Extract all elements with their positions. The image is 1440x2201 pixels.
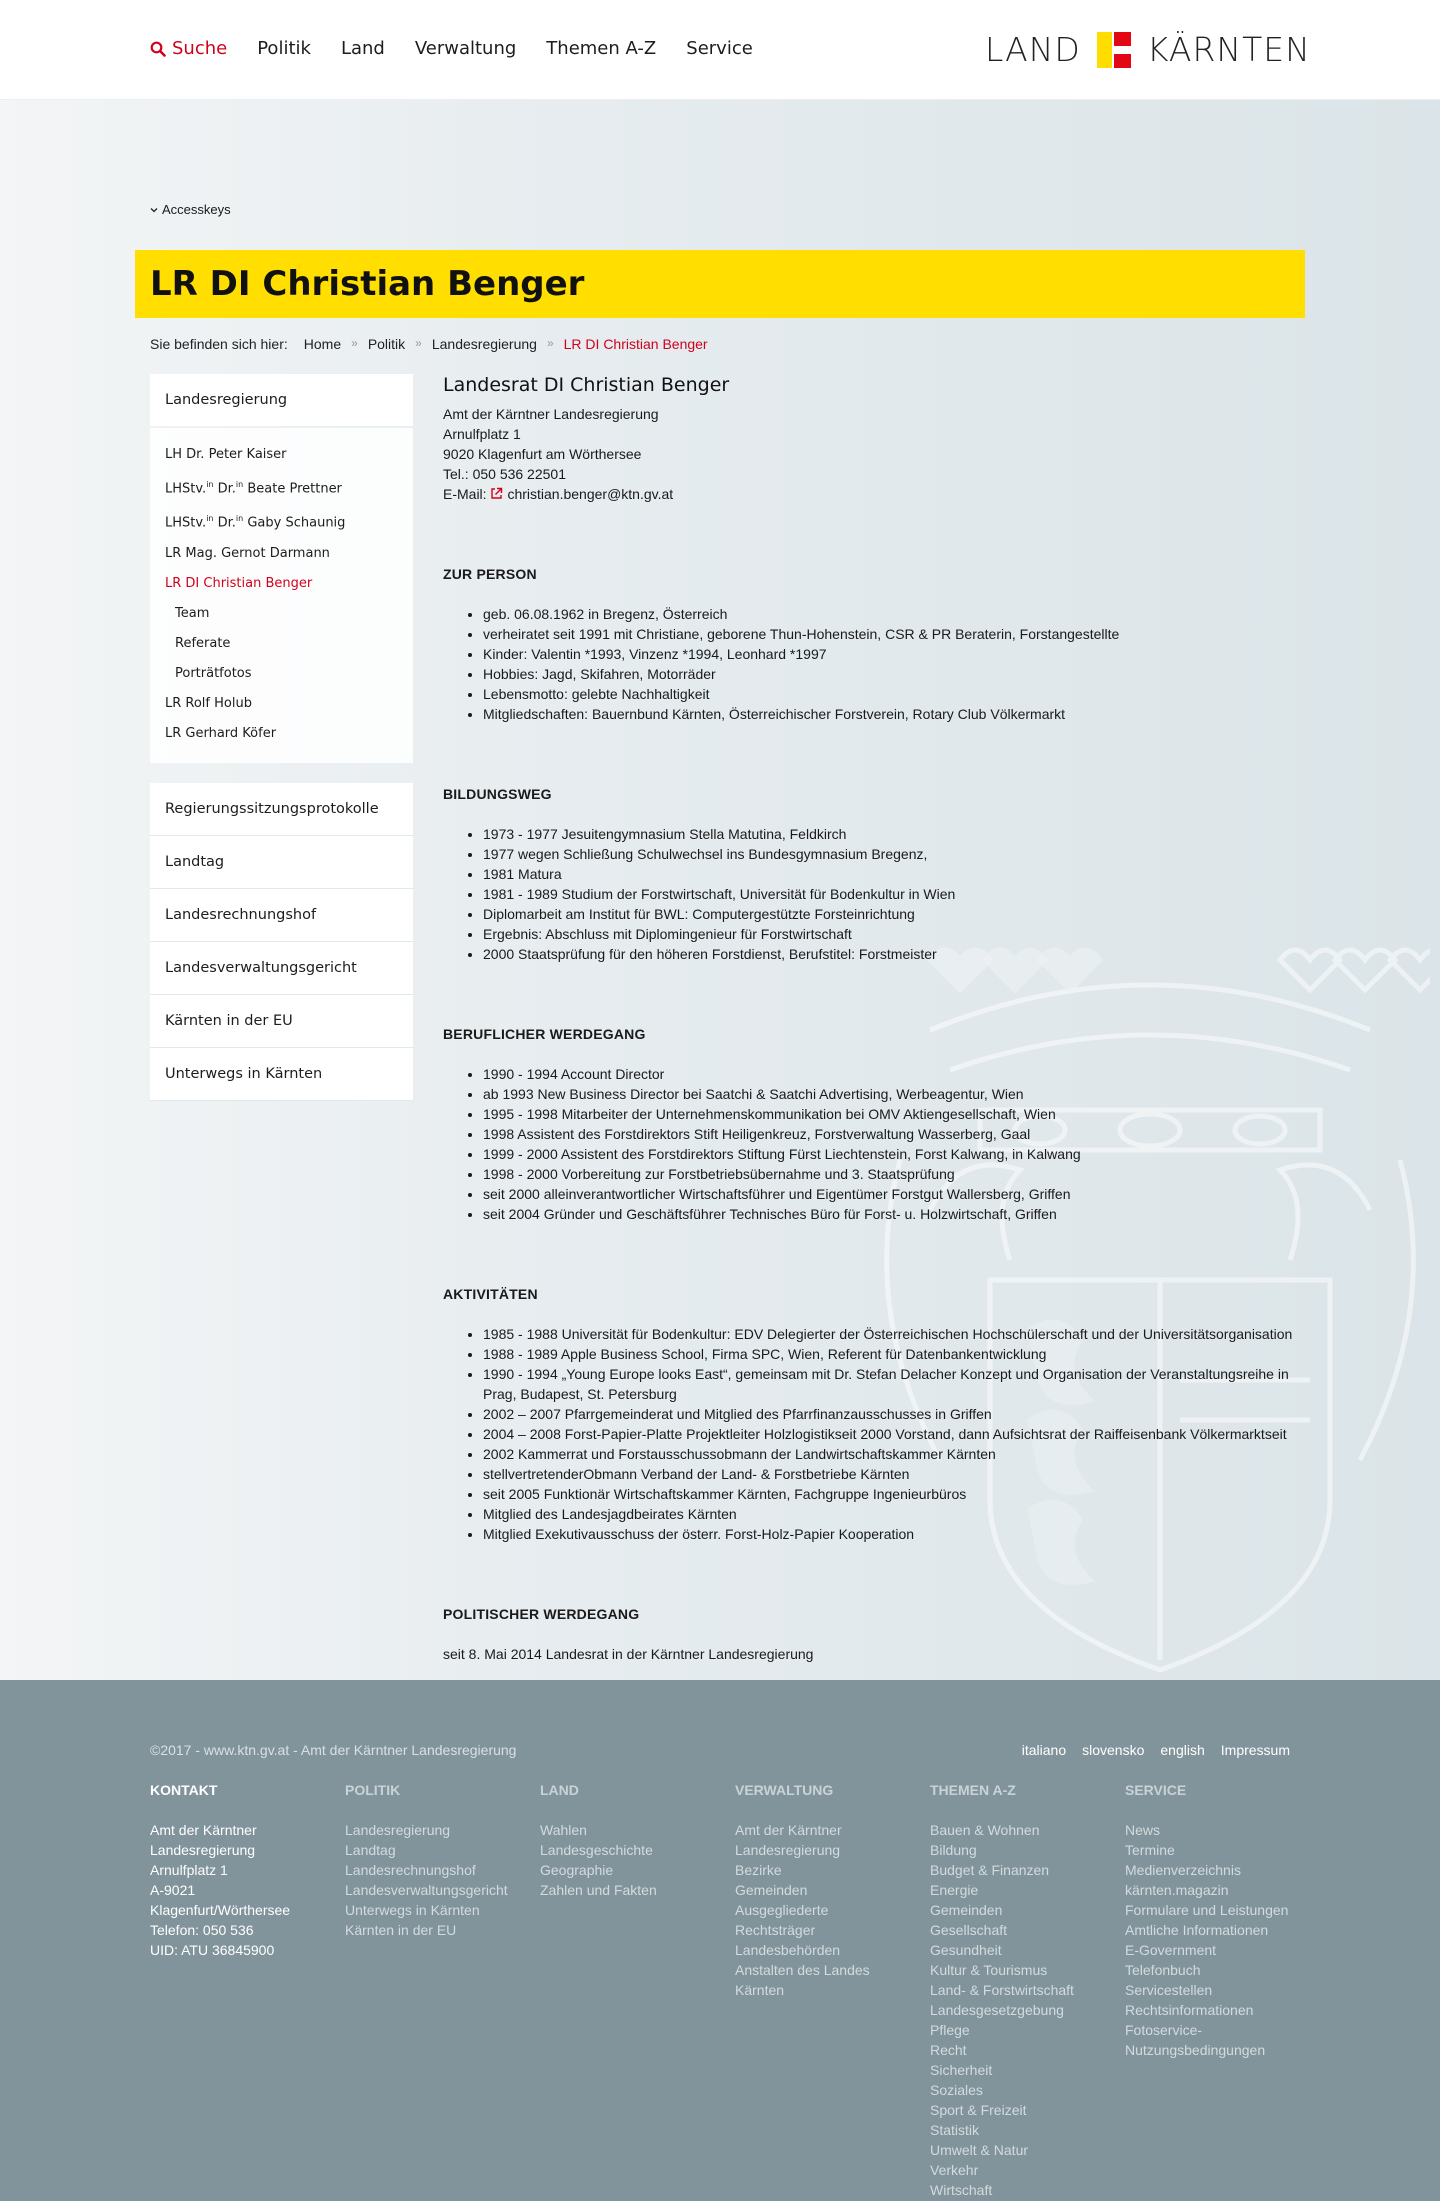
breadcrumb-home[interactable]: Home bbox=[303, 336, 342, 352]
footer-col-title: KONTAKT bbox=[150, 1782, 218, 1798]
sidebar-item-prettner[interactable]: LHStv.$^{in}$ Dr.$^{in}$ Beate Prettner bbox=[165, 480, 342, 497]
footer-link[interactable]: Servicestellen bbox=[1125, 1982, 1213, 1998]
list-item: • geb. 06.08.1962 in Bregenz, Österreich bbox=[483, 604, 1303, 624]
main-content bbox=[443, 372, 1303, 1664]
sidebar-groups bbox=[150, 783, 413, 1101]
search-link[interactable] bbox=[150, 38, 227, 59]
footer-contact-line: Klagenfurt/Wörthersee bbox=[150, 1902, 291, 1918]
footer-link[interactable]: Landesgesetzgebung bbox=[930, 2002, 1064, 2018]
footer-link[interactable]: Gemeinden bbox=[735, 1882, 808, 1898]
footer-link[interactable]: Landtag bbox=[345, 1842, 396, 1858]
footer-col-politik bbox=[345, 1780, 540, 2200]
list-item: • verheiratet seit 1991 mit Christiane, geborene Thun-Hohenstein, CSR & PR Beraterin, Forstangestellte bbox=[483, 624, 1303, 644]
sidebar-item-referate[interactable]: Referate bbox=[175, 635, 231, 651]
list-zur-person bbox=[443, 604, 1303, 724]
contact-tel: Tel.: 050 536 22501 bbox=[443, 466, 566, 482]
nav-politik[interactable]: Politik bbox=[257, 38, 311, 59]
footer-link[interactable]: Kultur & Tourismus bbox=[930, 1962, 1048, 1978]
nav-themen[interactable]: Themen A-Z bbox=[546, 38, 657, 59]
sidebar-submenu bbox=[150, 428, 413, 763]
breadcrumb-politik[interactable]: Politik bbox=[367, 336, 406, 352]
footer-link[interactable]: Wahlen bbox=[540, 1822, 587, 1838]
sidebar bbox=[150, 374, 413, 1101]
footer-col-themen bbox=[930, 1780, 1125, 2200]
list-item: • Mitglied des Landesjagdbeirates Kärnten bbox=[483, 1504, 1303, 1524]
sidebar-item-portraetfotos[interactable]: Porträtfotos bbox=[175, 665, 252, 681]
footer-contact-line: Landesregierung bbox=[150, 1842, 256, 1858]
footer-link[interactable]: Wirtschaft bbox=[930, 2182, 993, 2198]
footer-link[interactable]: Rechtsinformationen bbox=[1125, 2002, 1254, 2018]
footer-link[interactable]: Landesbehörden bbox=[735, 1942, 841, 1958]
list-item: • 1977 wegen Schließung Schulwechsel ins Bundesgymnasium Bregenz, bbox=[483, 844, 1303, 864]
nav-land[interactable]: Land bbox=[340, 38, 385, 59]
footer-link[interactable]: Landesregierung bbox=[345, 1822, 451, 1838]
main-nav bbox=[150, 38, 753, 59]
lang-italiano[interactable]: italiano bbox=[1021, 1742, 1067, 1758]
list-item: • Kinder: Valentin *1993, Vinzenz *1994, Leonhard *1997 bbox=[483, 644, 1303, 664]
list-aktivitaeten bbox=[443, 1324, 1303, 1544]
breadcrumb-current: LR DI Christian Benger bbox=[563, 336, 708, 352]
chevron-down-icon bbox=[150, 206, 158, 214]
list-item: • stellvertretenderObmann Verband der Land- & Forstbetriebe Kärnten bbox=[483, 1464, 1303, 1484]
politisch-text: seit 8. Mai 2014 Landesrat in der Kärntner Landesregierung bbox=[443, 1646, 814, 1662]
page-title: LR DI Christian Benger bbox=[135, 250, 1305, 318]
sidebar-item-darmann[interactable]: LR Mag. Gernot Darmann bbox=[165, 545, 330, 561]
footer-link[interactable]: Zahlen und Fakten bbox=[540, 1882, 657, 1898]
footer-link[interactable]: Landesrechnungshof bbox=[345, 1862, 476, 1878]
search-label: Suche bbox=[172, 38, 228, 59]
footer-link[interactable]: Kärnten in der EU bbox=[345, 1922, 457, 1938]
site-footer bbox=[0, 1680, 1440, 2201]
contact-street: Arnulfplatz 1 bbox=[443, 426, 521, 442]
section-title-aktivitaeten: AKTIVITÄTEN bbox=[443, 1286, 538, 1302]
section-title-politisch: POLITISCHER WERDEGANG bbox=[443, 1606, 640, 1622]
footer-link[interactable]: Rechtsträger bbox=[735, 1922, 816, 1938]
sidebar-item-landesrechnungshof[interactable]: Landesrechnungshof bbox=[150, 889, 413, 942]
logo-flag-icon bbox=[1097, 32, 1131, 68]
list-item: • 1999 - 2000 Assistent des Forstdirektors Stiftung Fürst Liechtenstein, Forst Kalwang, in Kalwang bbox=[483, 1144, 1303, 1164]
list-item: • seit 2005 Funktionär Wirtschaftskammer Kärnten, Fachgruppe Ingenieurbüros bbox=[483, 1484, 1303, 1504]
footer-col-title: LAND bbox=[540, 1782, 579, 1798]
list-item: • Lebensmotto: gelebte Nachhaltigkeit bbox=[483, 684, 1303, 704]
footer-contact-line: Arnulfplatz 1 bbox=[150, 1862, 228, 1878]
list-item: • 1981 Matura bbox=[483, 864, 1303, 884]
contact-mail-row bbox=[443, 484, 1303, 504]
footer-link[interactable]: Kärnten bbox=[735, 1982, 785, 1998]
footer-col-kontakt bbox=[150, 1780, 345, 2200]
contact-mail-label: E-Mail: bbox=[443, 486, 487, 502]
footer-link[interactable]: Amt der Kärntner bbox=[735, 1822, 842, 1838]
sidebar-item-landtag[interactable]: Landtag bbox=[150, 836, 413, 889]
footer-link[interactable]: E-Government bbox=[1125, 1942, 1217, 1958]
nav-verwaltung[interactable]: Verwaltung bbox=[414, 38, 517, 59]
lang-slovensko[interactable]: slovensko bbox=[1082, 1742, 1145, 1758]
footer-col-title: THEMEN A-Z bbox=[930, 1782, 1016, 1798]
contact-city: 9020 Klagenfurt am Wörthersee bbox=[443, 446, 642, 462]
footer-columns bbox=[150, 1780, 1320, 2200]
list-item: • 1985 - 1988 Universität für Bodenkultur: EDV Delegierter der Österreichischen Hochschülerschaft und der Universitätsorganisation bbox=[483, 1324, 1303, 1344]
accesskeys-toggle[interactable] bbox=[150, 202, 231, 217]
list-item: • 1998 - 2000 Vorbereitung zur Forstbetriebsübernahme und 3. Staatsprüfung bbox=[483, 1164, 1303, 1184]
sidebar-item-landesregierung[interactable]: Landesregierung bbox=[150, 374, 413, 426]
footer-link[interactable]: Geographie bbox=[540, 1862, 614, 1878]
sidebar-item-kaiser[interactable]: LH Dr. Peter Kaiser bbox=[165, 447, 287, 462]
list-item: • 2002 Kammerrat und Forstausschussobmann der Landwirtschaftskammer Kärnten bbox=[483, 1444, 1303, 1464]
footer-link[interactable]: Ausgegliederte bbox=[735, 1902, 829, 1918]
sidebar-item-team[interactable]: Team bbox=[175, 605, 210, 621]
page-body bbox=[0, 100, 1440, 2198]
list-item: • 2002 – 2007 Pfarrgemeinderat und Mitglied des Pfarrfinanzausschusses in Griffen bbox=[483, 1404, 1303, 1424]
footer-col-verwaltung bbox=[735, 1780, 930, 2200]
footer-link[interactable]: Soziales bbox=[930, 2082, 983, 2098]
list-item: • 2004 – 2008 Forst-Papier-Platte Projektleiter Holzlogistikseit 2000 Vorstand, dann Aufsichtsrat der Raiffeisenbank Völkermarktseit bbox=[483, 1424, 1303, 1444]
footer-link[interactable]: Unterwegs in Kärnten bbox=[345, 1902, 480, 1918]
accesskeys-label: Accesskeys bbox=[162, 202, 231, 217]
footer-contact-line: Telefon: 050 536 bbox=[150, 1922, 254, 1938]
footer-link[interactable]: Pflege bbox=[930, 2022, 970, 2038]
footer-col-title: VERWALTUNG bbox=[735, 1782, 834, 1798]
list-item: • Mitgliedschaften: Bauernbund Kärnten, Österreichischer Forstverein, Rotary Club Völkermarkt bbox=[483, 704, 1303, 724]
site-logo[interactable] bbox=[985, 30, 1311, 69]
sidebar-item-unterwegs[interactable]: Unterwegs in Kärnten bbox=[150, 1048, 413, 1101]
breadcrumb-landesregierung[interactable]: Landesregierung bbox=[431, 336, 537, 352]
list-item: • Hobbies: Jagd, Skifahren, Motorräder bbox=[483, 664, 1303, 684]
footer-link[interactable]: Medienverzeichnis bbox=[1125, 1862, 1241, 1878]
footer-language-links bbox=[1022, 1742, 1290, 1758]
contact-org: Amt der Kärntner Landesregierung bbox=[443, 406, 659, 422]
lang-english[interactable]: english bbox=[1160, 1742, 1205, 1758]
list-item: • 1988 - 1989 Apple Business School, Firma SPC, Wien, Referent für Datenbankentwicklung bbox=[483, 1344, 1303, 1364]
list-item: • 1981 - 1989 Studium der Forstwirtschaft, Universität für Bodenkultur in Wien bbox=[483, 884, 1303, 904]
footer-link[interactable]: Landesgeschichte bbox=[540, 1842, 653, 1858]
contact-mail-link[interactable]: christian.benger@ktn.gv.at bbox=[507, 486, 674, 502]
list-item: • 1973 - 1977 Jesuitengymnasium Stella Matutina, Feldkirch bbox=[483, 824, 1303, 844]
footer-link[interactable]: Sport & Freizeit bbox=[930, 2102, 1027, 2118]
footer-link[interactable]: Budget & Finanzen bbox=[930, 1862, 1050, 1878]
sidebar-item-landesverwaltungsgericht[interactable]: Landesverwaltungsgericht bbox=[150, 942, 413, 995]
footer-link[interactable]: Amtliche Informationen bbox=[1125, 1922, 1269, 1938]
footer-link[interactable]: Energie bbox=[930, 1882, 979, 1898]
sidebar-item-koefer[interactable]: LR Gerhard Köfer bbox=[165, 725, 277, 741]
footer-link[interactable]: Termine bbox=[1125, 1842, 1175, 1858]
footer-link[interactable]: Telefonbuch bbox=[1125, 1962, 1201, 1978]
sidebar-item-schaunig[interactable]: LHStv.$^{in}$ Dr.$^{in}$ Gaby Schaunig bbox=[165, 514, 346, 531]
nav-service[interactable]: Service bbox=[686, 38, 753, 59]
logo-text-land: LAND bbox=[985, 30, 1081, 69]
list-item: • Diplomarbeit am Institut für BWL: Computergestützte Forsteinrichtung bbox=[483, 904, 1303, 924]
list-item: • 1990 - 1994 Account Director bbox=[483, 1064, 1303, 1084]
list-bildungsweg bbox=[443, 824, 1303, 964]
footer-link[interactable]: Recht bbox=[930, 2042, 967, 2058]
footer-link[interactable]: kärnten.magazin bbox=[1125, 1882, 1229, 1898]
footer-link[interactable]: Gemeinden bbox=[930, 1902, 1003, 1918]
list-item: • 1998 Assistent des Forstdirektors Stift Heiligenkreuz, Forstverwaltung Wasserberg, Gaal bbox=[483, 1124, 1303, 1144]
breadcrumb-separator-icon: » bbox=[351, 336, 358, 350]
section-title-beruflich: BERUFLICHER WERDEGANG bbox=[443, 1026, 646, 1042]
breadcrumb bbox=[150, 336, 708, 352]
impressum-link[interactable]: Impressum bbox=[1220, 1742, 1290, 1758]
sidebar-item-benger[interactable]: LR DI Christian Benger bbox=[165, 575, 313, 591]
footer-link[interactable]: Land- & Forstwirtschaft bbox=[930, 1982, 1074, 1998]
breadcrumb-prefix: Sie befinden sich hier: bbox=[150, 336, 288, 352]
contact-block bbox=[443, 404, 1303, 504]
footer-link[interactable]: Umwelt & Natur bbox=[930, 2142, 1029, 2158]
footer-contact-line: UID: ATU 36845900 bbox=[150, 1942, 275, 1958]
footer-link[interactable]: Bildung bbox=[930, 1842, 977, 1858]
footer-link[interactable]: Anstalten des Landes bbox=[735, 1962, 870, 1978]
footer-col-title: POLITIK bbox=[345, 1782, 401, 1798]
footer-link[interactable]: Gesundheit bbox=[930, 1942, 1002, 1958]
footer-link[interactable]: Bezirke bbox=[735, 1862, 782, 1878]
list-item: • 1995 - 1998 Mitarbeiter der Unternehmenskommunikation bei OMV Aktiengesellschaft, Wien bbox=[483, 1104, 1303, 1124]
footer-link[interactable]: Gesellschaft bbox=[930, 1922, 1008, 1938]
footer-link[interactable]: Fotoservice- bbox=[1125, 2022, 1203, 2038]
list-item: • ab 1993 New Business Director bei Saatchi & Saatchi Advertising, Werbeagentur, Wien bbox=[483, 1084, 1303, 1104]
site-header bbox=[0, 0, 1440, 100]
list-item: • Ergebnis: Abschluss mit Diplomingenieur für Forstwirtschaft bbox=[483, 924, 1303, 944]
footer-link[interactable]: Landesverwaltungsgericht bbox=[345, 1882, 508, 1898]
footer-copyright: ©2017 - www.ktn.gv.at - Amt der Kärntner Landesregierung bbox=[150, 1742, 517, 1758]
external-link-icon bbox=[490, 487, 503, 500]
footer-link[interactable]: Bauen & Wohnen bbox=[930, 1822, 1040, 1838]
sidebar-item-eu[interactable]: Kärnten in der EU bbox=[150, 995, 413, 1048]
footer-contact-line: Amt der Kärntner bbox=[150, 1822, 257, 1838]
footer-link[interactable]: Sicherheit bbox=[930, 2062, 993, 2078]
content-heading: Landesrat DI Christian Benger bbox=[443, 374, 730, 396]
list-item: • seit 2004 Gründer und Geschäftsführer Technisches Büro für Forst- u. Holzwirtschaft, Griffen bbox=[483, 1204, 1303, 1224]
footer-link[interactable]: Verkehr bbox=[930, 2162, 979, 2178]
list-item: • 1990 - 1994 „Young Europe looks East“, gemeinsam mit Dr. Stefan Delacher Konzept und Organisation der Veranstaltungsreihe in Prag, Budapest, St. Petersburg bbox=[483, 1364, 1303, 1404]
footer-col-land bbox=[540, 1780, 735, 2200]
logo-text-kaernten: KÄRNTEN bbox=[1146, 30, 1311, 69]
search-icon bbox=[150, 41, 166, 57]
section-title-bildungsweg: BILDUNGSWEG bbox=[443, 786, 552, 802]
footer-contact-line: A-9021 bbox=[150, 1882, 196, 1898]
list-item: • seit 2000 alleinverantwortlicher Wirtschaftsführer und Eigentümer Forstgut Wallersberg, Griffen bbox=[483, 1184, 1303, 1204]
section-title-zur-person: ZUR PERSON bbox=[443, 566, 537, 582]
footer-link[interactable]: Statistik bbox=[930, 2122, 980, 2138]
footer-col-title: SERVICE bbox=[1125, 1782, 1187, 1798]
sidebar-item-holub[interactable]: LR Rolf Holub bbox=[165, 695, 252, 711]
list-item: • 2000 Staatsprüfung für den höheren Forstdienst, Berufstitel: Forstmeister bbox=[483, 944, 1303, 964]
footer-link[interactable]: Landesregierung bbox=[735, 1842, 841, 1858]
breadcrumb-separator-icon: » bbox=[415, 336, 422, 350]
breadcrumb-separator-icon: » bbox=[546, 336, 554, 350]
footer-link[interactable]: Nutzungsbedingungen bbox=[1125, 2042, 1266, 2058]
list-item: • Mitglied Exekutivausschuss der österr. Forst-Holz-Papier Kooperation bbox=[483, 1524, 1303, 1544]
list-beruflich bbox=[443, 1064, 1303, 1224]
footer-col-service bbox=[1125, 1780, 1320, 2200]
sidebar-item-protokolle[interactable]: Regierungssitzungsprotokolle bbox=[150, 783, 413, 836]
footer-link[interactable]: News bbox=[1125, 1822, 1161, 1838]
footer-link[interactable]: Formulare und Leistungen bbox=[1125, 1902, 1289, 1918]
